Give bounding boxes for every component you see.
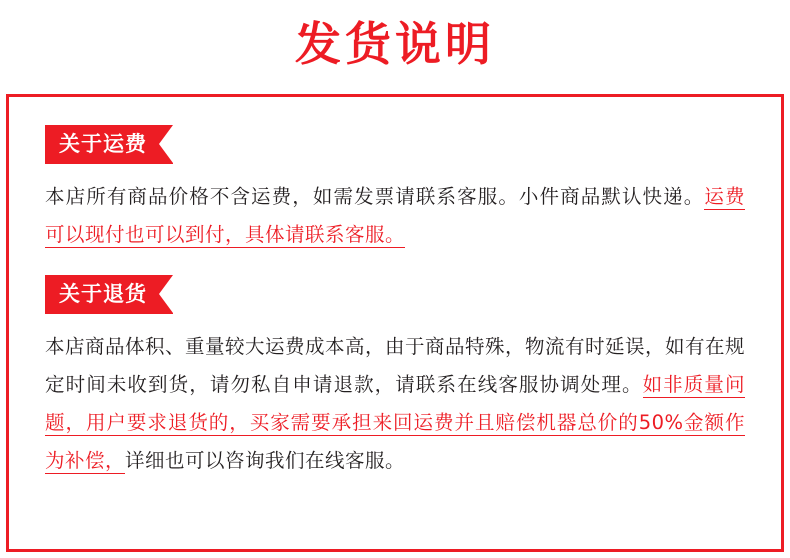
shipping-tag	[45, 125, 173, 164]
return-tag-label: 关于退货	[45, 275, 173, 314]
return-text-plain-1: 本店商品体积、重量较大运费成本高，由于商品特殊，物流有时延误，如有在规定时间未收到货，请勿私自申请退款，请联系在线客服协调处理。	[45, 335, 746, 396]
return-text-highlight: 如非质量问题，用户要求退货的，买家需要承担来回运费并且赔偿机器总价的50%金额作为补偿，	[45, 373, 745, 472]
shipping-text-highlight: 运费可以现付也可以到付，具体请联系客服。	[45, 185, 745, 246]
shipping-body	[45, 178, 745, 254]
return-body	[45, 328, 745, 480]
shipping-tag-label: 关于运费	[45, 125, 173, 164]
section-shipping	[9, 125, 781, 254]
shipping-text-plain: 本店所有商品价格不含运费，如需发票请联系客服。小件商品默认快递。	[45, 185, 705, 208]
return-text-plain-2: 详细也可以咨询我们在线客服。	[125, 449, 406, 472]
notice-frame	[6, 94, 784, 552]
section-return	[9, 275, 781, 480]
page-title: 发货说明	[295, 17, 495, 71]
return-tag	[45, 275, 173, 314]
